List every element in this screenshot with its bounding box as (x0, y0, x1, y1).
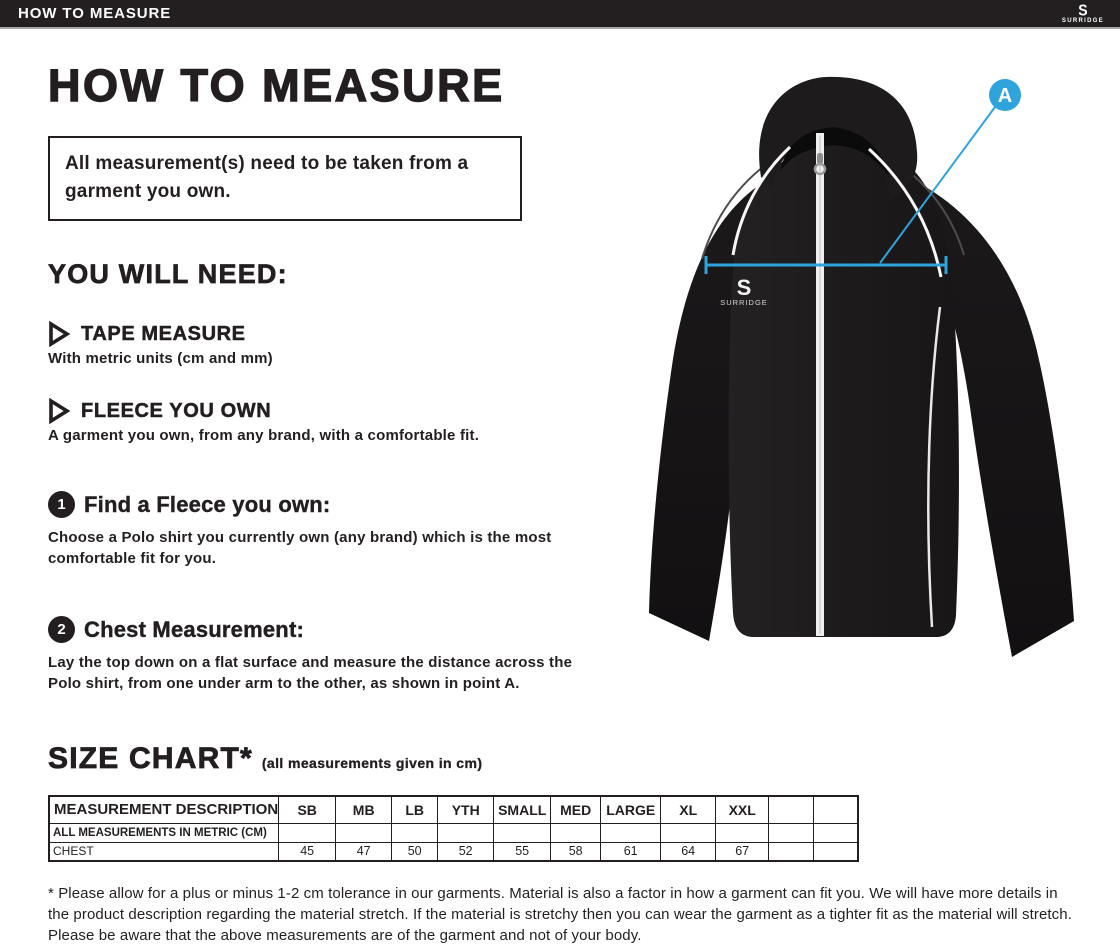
point-a-label: A (997, 85, 1013, 107)
triangle-bullet-icon (48, 398, 70, 424)
zip-pull (817, 153, 823, 164)
cell (601, 823, 661, 842)
column-header: YTH (438, 796, 494, 823)
step-description: Lay the top down on a flat surface and measure the distance across the Polo shirt, from one under arm to the other, as shown in point A. (48, 654, 573, 693)
surridge-logo-mark-icon: S (1078, 0, 1088, 19)
cell (336, 823, 392, 842)
cell (551, 823, 601, 842)
step-description: Choose a Polo shirt you currently own (any brand) which is the most comfortable fit for you. (48, 529, 552, 568)
need-item-description: A garment you own, from any brand, with a comfortable fit. (48, 427, 480, 445)
cell (661, 823, 716, 842)
column-header: LB (392, 796, 438, 823)
cell: 67 (716, 842, 769, 861)
column-header: SMALL (494, 796, 551, 823)
top-bar-title: HOW TO MEASURE (18, 5, 172, 22)
cell (814, 823, 858, 842)
you-will-need-heading: YOU WILL NEED: (48, 259, 288, 290)
size-chart-table (48, 795, 859, 862)
cell: 52 (438, 842, 494, 861)
row-label: ALL MEASUREMENTS IN METRIC (CM) (49, 823, 279, 842)
surridge-logo-text: SURRIDGE (1061, 17, 1104, 24)
table-row-chest (49, 842, 858, 861)
cell: 47 (336, 842, 392, 861)
cell (769, 823, 814, 842)
need-item-label: FLEECE YOU OWN (81, 399, 272, 422)
size-chart-subtitle: (all measurements given in cm) (261, 755, 483, 772)
need-item-description: With metric units (cm and mm) (48, 350, 273, 368)
table-row-metric-note (49, 823, 858, 842)
garment-logo-text: SURRIDGE (720, 298, 768, 307)
step-number-badge: 1 (48, 491, 75, 518)
column-header: MED (551, 796, 601, 823)
cell: 45 (279, 842, 336, 861)
cell: 58 (551, 842, 601, 861)
column-header: MEASUREMENT DESCRIPTION (49, 796, 279, 823)
cell (392, 823, 438, 842)
cell (279, 823, 336, 842)
size-chart-header-row (49, 796, 858, 823)
top-bar (0, 0, 1120, 29)
measurement-notice-text: All measurement(s) need to be taken from a garment you own. (65, 153, 469, 202)
measurement-notice-box (48, 136, 522, 221)
column-header: SB (279, 796, 336, 823)
cell: 50 (392, 842, 438, 861)
triangle-bullet-icon (48, 321, 70, 347)
size-chart-heading (48, 742, 1120, 776)
column-header: XXL (716, 796, 769, 823)
cell (814, 842, 858, 861)
cell (769, 842, 814, 861)
column-header (814, 796, 858, 823)
cell: 55 (494, 842, 551, 861)
row-label: CHEST (49, 842, 279, 861)
tolerance-footnote: * Please allow for a plus or minus 1-2 cm tolerance in our garments. Material is also a factor in how a garment can fit you. We will have more details in the product description regarding the material stretch. If the material is stretchy then you can wear the garment as a tighter fit as the material will stretch. Please be aware that the above measurements are of the garment and not of your body. (48, 885, 1072, 945)
cell (716, 823, 769, 842)
step-2 (48, 616, 608, 694)
need-item-label: TAPE MEASURE (81, 322, 246, 345)
surridge-logo (1061, 0, 1110, 24)
column-header (769, 796, 814, 823)
column-header: MB (336, 796, 392, 823)
column-header: XL (661, 796, 716, 823)
step-1 (48, 491, 608, 569)
step-title: Find a Fleece you own: (84, 491, 331, 517)
cell: 61 (601, 842, 661, 861)
column-header: LARGE (601, 796, 661, 823)
garment-logo-mark: S (736, 275, 752, 300)
cell: 64 (661, 842, 716, 861)
jacket-torso (729, 143, 959, 637)
cell (438, 823, 494, 842)
step-title: Chest Measurement: (84, 616, 304, 642)
page-title: HOW TO MEASURE (48, 60, 505, 111)
step-number-badge: 2 (48, 616, 75, 643)
fleece-jacket-illustration (640, 55, 1120, 665)
cell (494, 823, 551, 842)
size-chart-title: SIZE CHART* (48, 742, 253, 776)
fleece-jacket-figure (640, 55, 1120, 665)
